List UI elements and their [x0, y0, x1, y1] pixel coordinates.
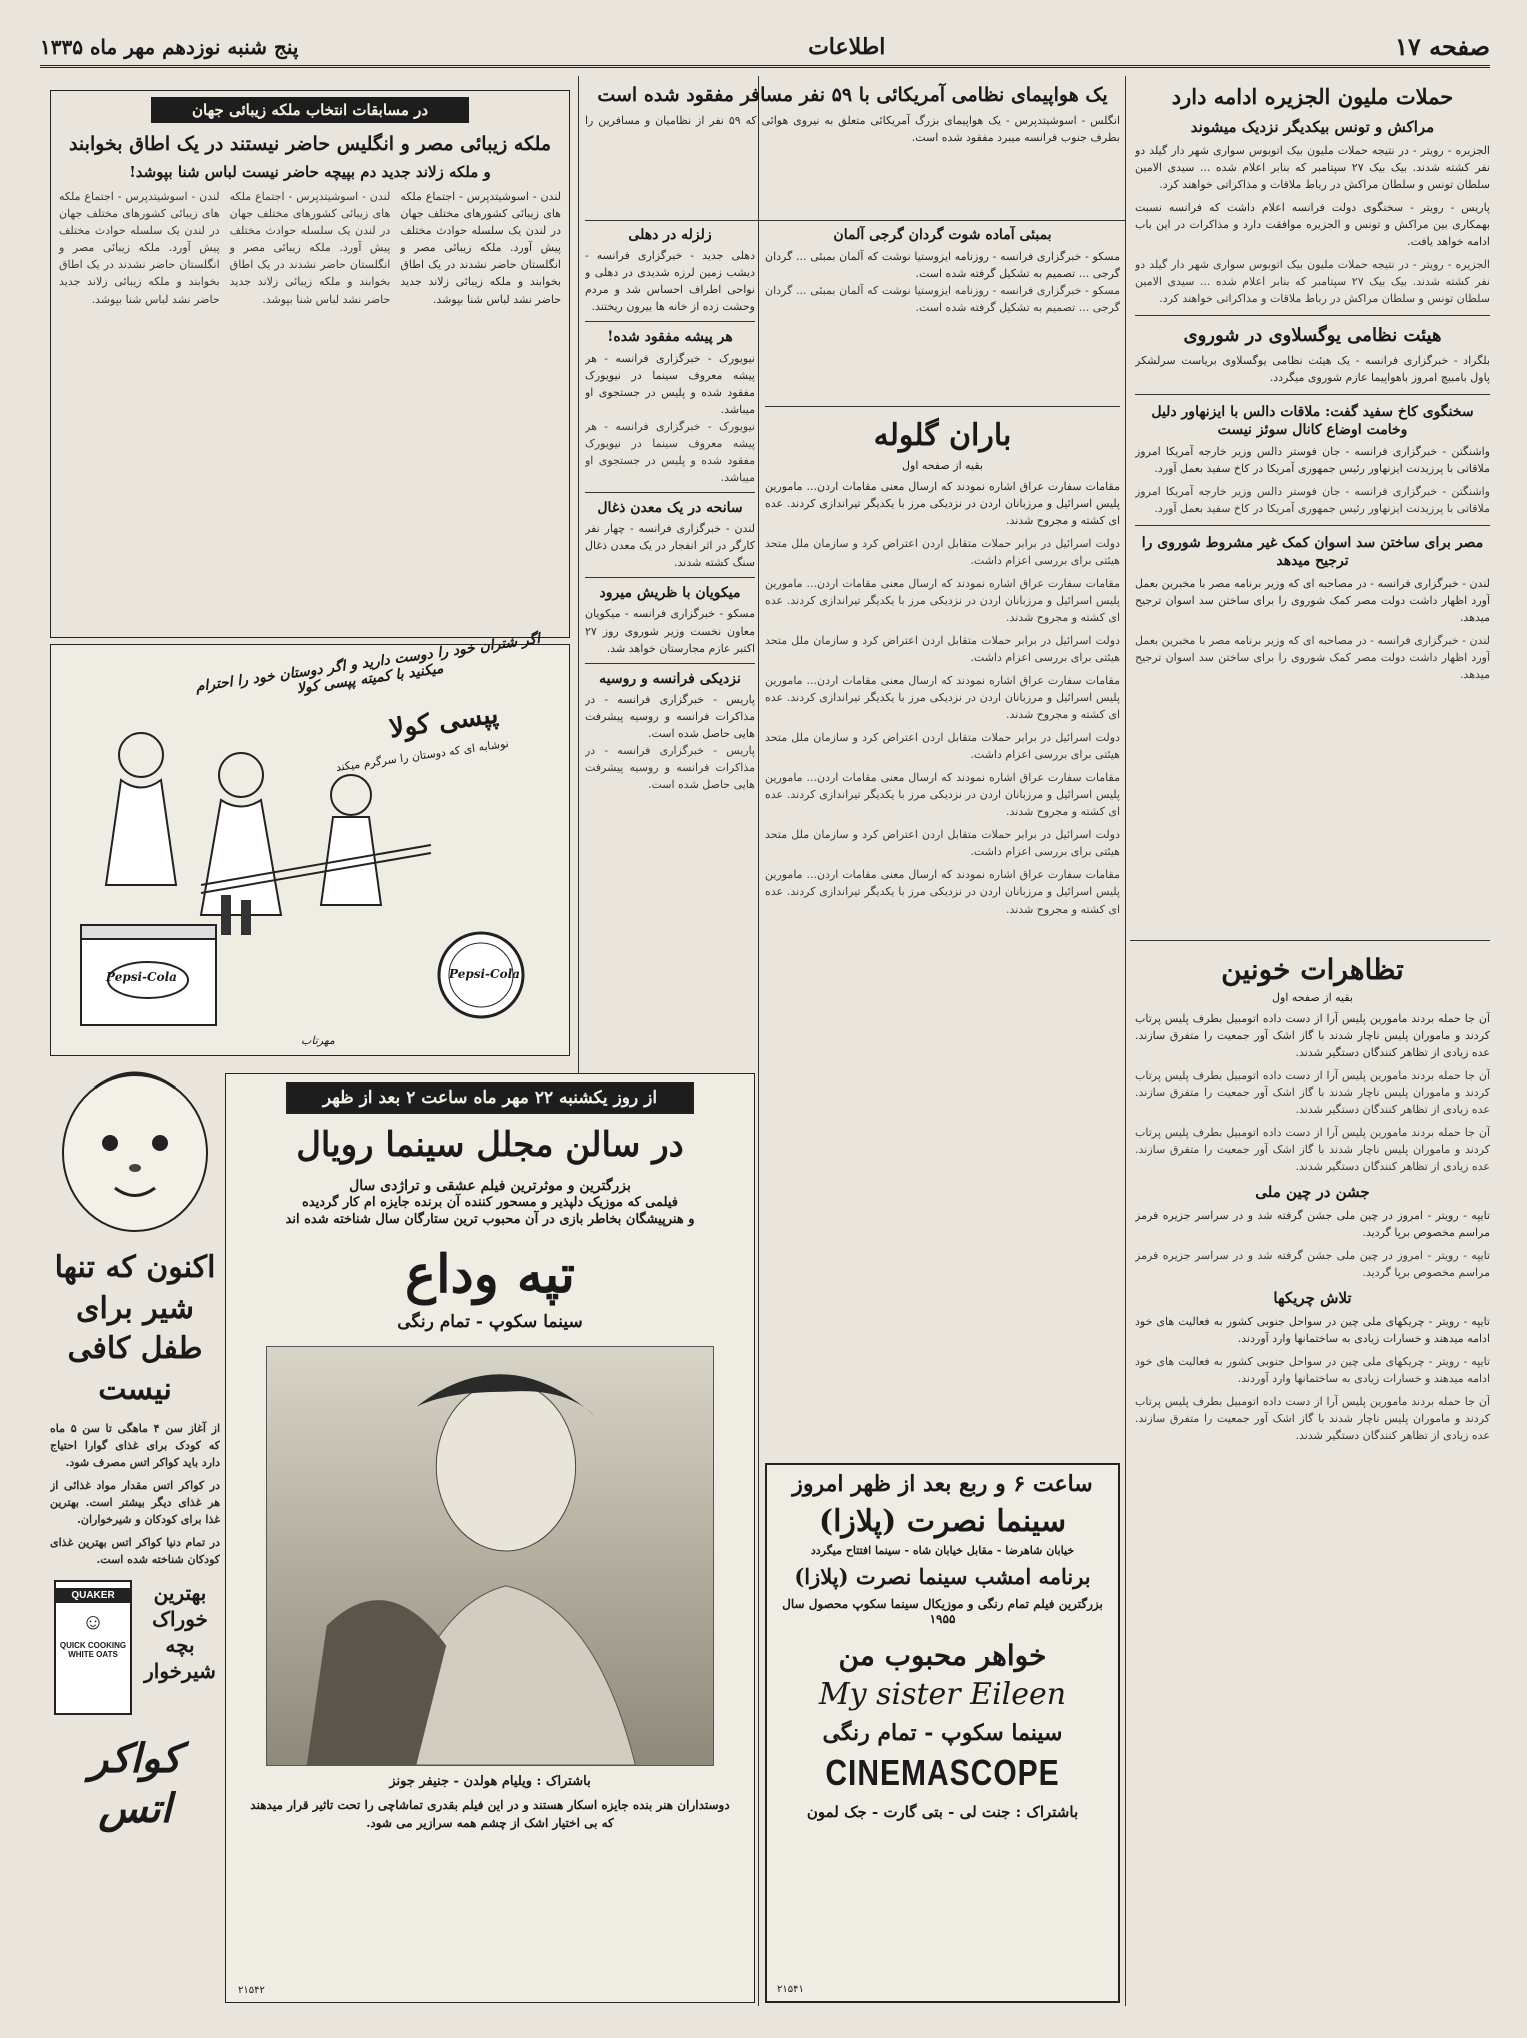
royal-showtime: از روز یکشنبه ۲۲ مهر ماه ساعت ۲ بعد از ظهر: [286, 1082, 694, 1114]
royal-footer: دوستداران هنر بنده جایزه اسکار هستند و در این فیلم بقدری تماشاچی را تحت تاثیر قرار میدهند که بی اختیار اشک از چشم همه سرازیر می شود.: [250, 1798, 730, 1831]
center-narrow-column: [585, 226, 755, 1076]
section-rule: [765, 406, 1120, 407]
article-body: انگلس - اسوشیتدپرس - یک هواپیمای بزرگ آمریکائی متعلق به نیروی هوائی که ۵۹ نفر از نظامیان و مسافرین را بطرف جنوب فرانسه میبرد مفقود شده است.: [585, 113, 1120, 144]
cap-label: Pepsi-Cola: [449, 967, 520, 981]
can-label: WHITE OATS: [68, 1650, 118, 1660]
royal-desc: بزرگترین و موثرترین فیلم عشقی و تراژدی سال: [349, 1177, 631, 1194]
cinema-plaza-ad: [765, 1463, 1120, 2003]
subhead-georgian-battalion: بمبئی آماده شوت گردان گرجی آلمان: [833, 227, 1052, 243]
article-body: تایپه - رویتر - امروز در چین ملی جشن گرفته شد و در سراسر جزیره فرمز مراسم مخصوص برپا گردید.: [1135, 1208, 1490, 1239]
article-body: تایپه - رویتر - امروز در چین ملی جشن گرفته شد و در سراسر جزیره فرمز مراسم مخصوص برپا گردید.: [1135, 1249, 1490, 1280]
georgian-battalion-article: [765, 226, 1120, 401]
pepsi-illustration: [51, 645, 571, 1057]
subhead-france-russia: نزدیکی فرانسه و روسیه: [599, 670, 741, 687]
issue-date: پنج شنبه نوزدهم مهر ماه ۱۳۳۵: [40, 34, 299, 59]
column-rule: [758, 76, 759, 2006]
can-label: QUAKER: [56, 1588, 130, 1603]
article-body: آن جا حمله بردند مامورین پلیس آرا از دست داده اتومبیل بطرف پلیس پرتاب کردند و ماموران پلیس ناچار شدند با گاز اشک آور جمعیت را متفرق سازند. عده زیادی از تظاهر کنندگان دستگیر شدند.: [1135, 1069, 1490, 1117]
article-body: پاریس - خبرگزاری فرانسه - در مذاکرات فرانسه و روسیه پیشرفت هایی حاصل شده است.: [585, 692, 755, 740]
royal-desc: و هنرپیشگان بخاطر بازی در آن محبوب ترین ستارگان سال شناخته شده اند: [285, 1211, 695, 1227]
paper-name: اطلاعات: [808, 33, 886, 60]
article-body: دولت اسرائیل در برابر حملات متقابل اردن اعتراض کرد و سازمان ملل متحد هیئتی برای بررسی اعزام داشت.: [765, 633, 1120, 664]
center-top-article: [585, 80, 1120, 220]
pepsi-slogan: اگر شتران خود را دوست دارید و اگر دوستان خود را احترام میکنید با کمیته پپسی کولا: [194, 630, 542, 698]
article-kicker: در مسابقات انتخاب ملکه زیبائی جهان: [151, 97, 469, 123]
article-body: پاریس - خبرگزاری فرانسه - در مذاکرات فرانسه و روسیه پیشرفت هایی حاصل شده است.: [585, 743, 755, 792]
subhead-actor-missing: هر پیشه مفقود شده!: [607, 329, 733, 346]
continued-note: بقیه از صفحه اول: [902, 458, 983, 472]
article-body: تایپه - رویتر - چریکهای ملی چین در سواحل جنوبی کشور به فعالیت های خود ادامه میدهند و خسارات زیادی به ساختمانها وارد آوردند.: [1135, 1314, 1490, 1345]
film-title-english: My sister Eileen: [818, 1676, 1067, 1712]
subhead-national-china: جشن در چین ملی: [1255, 1183, 1370, 1202]
article-body: مسکو - خبرگزاری فرانسه - روزنامه ایزوستیا نوشت که آلمان بمبئی ... گردان گرجی ... تصمیم به تشکیل گرفته شده است.: [765, 284, 1120, 315]
subhead-aswan-dam: مصر برای ساختن سد اسوان کمک غیر مشروط شوروی را ترجیح میدهد: [1141, 535, 1484, 570]
article-body: دهلی جدید - خبرگزاری فرانسه - دیشب زمین لرزه شدیدی در دهلی و نواحی اطراف احساس شد و مردم وحشت زده از خانه ها بیرون ریختند.: [585, 249, 755, 314]
article-body: دولت اسرائیل در برابر حملات متقابل اردن اعتراض کرد و سازمان ملل متحد هیئتی برای بررسی اعزام داشت.: [765, 536, 1120, 567]
plaza-address: خیابان شاهرضا - مقابل خیابان شاه - سینما افتتاح میگردد: [810, 1544, 1075, 1557]
plaza-program: برنامه امشب سینما نصرت (پلازا): [794, 1564, 1091, 1590]
quaker-body: در تمام دنیا کواکر اتس بهترین غذای کودکان شناخته شده است.: [50, 1536, 220, 1567]
subhead-morocco-tunisia: مراکش و تونس بیکدیگر نزدیک میشوند: [1190, 118, 1435, 137]
article-body: لندن - خبرگزاری فرانسه - در مصاحبه ای که وزیر برنامه مصر با مخبرین بعمل آورد اظهار داشت دولت مصر کمک شوروی را برای ساختن سد اسوان ترجیح میدهد.: [1135, 576, 1490, 624]
article-body: واشنگتن - خبرگزاری فرانسه - جان فوستر دالس وزیر خارجه آمریکا امروز ملاقاتی با پرزیدنت ایزنهاور رئیس جمهوری آمریکا در کاخ سفید بعمل آورد.: [1135, 445, 1490, 476]
plaza-venue: سینما نصرت (پلازا): [818, 1503, 1067, 1539]
subhead-dulles-eisenhower: سخنگوی کاخ سفید گفت: ملاقات دالس با ایزنهاور دلیل وخامت اوضاع کانال سوئز نیست: [1151, 403, 1474, 438]
quaker-body: در کواکر اتس مقدار مواد غذائی از هر غذای دیگر بیشتر است. بهترین غذا برای کودکان و شیرخواران.: [50, 1479, 220, 1527]
film-title-farewell-hill: تپه وداع: [405, 1244, 575, 1306]
section-rule: [585, 220, 1125, 221]
article-body: لندن - خبرگزاری فرانسه - چهار نفر کارگر در اثر انفجار در یک معدن ذغال سنگ کشته شدند.: [585, 522, 755, 570]
article-body: مسکو - خبرگزاری فرانسه - میکویان معاون نخست وزیر شوروی روز ۲۷ اکتبر عازم مجارستان خواهد شد.: [585, 607, 755, 655]
artist-signature: مهرتاب: [301, 1034, 335, 1047]
article-body: نیویورک - خبرگزاری فرانسه - هر پیشه معروف سینما در نیویورک مفقود شده و پلیس در جستجوی او میباشد.: [585, 419, 755, 484]
article-body: الجزیره - رویتر - در نتیجه حملات ملیون بیک اتوبوس سواری شهر دار گیلد دو نفر کشته شدند. بیک بیک ۲۷ سپتامبر که بنابر اعلام شده ... سیدی الامین سلطان تونس و سلطان مراکش در رباط ملاقات و مذاکراتی خواهند کرد.: [1135, 143, 1490, 191]
plaza-time: ساعت ۶ و ربع بعد از ظهر امروز: [792, 1471, 1093, 1497]
cinema-royal-ad: [225, 1073, 755, 2003]
article-body: مقامات سفارت عراق اشاره نمودند که ارسال معنی مقامات اردن... مامورین پلیس اسرائیل و مرزبانان اردن در نزدیکی مرز با یکدیگر تیراندازی کردند. عده ای کشته و مجروح شدند.: [765, 673, 1120, 722]
plaza-desc: بزرگترین فیلم تمام رنگی و موزیکال سینما سکوپ محصول سال ۱۹۵۵: [782, 1596, 1103, 1627]
cinemascope-logo: CINEMASCOPE: [825, 1753, 1060, 1794]
masthead: [40, 28, 1490, 68]
article-body: دولت اسرائیل در برابر حملات متقابل اردن اعتراض کرد و سازمان ملل متحد هیئتی برای بررسی اعزام داشت.: [765, 828, 1120, 859]
quaker-headline: اکنون که تنها شیر برای طفل کافی نیست: [54, 1250, 216, 1407]
subhead-new-zealand-queen: و ملکه زلاند جدید دم بپیچه حاضر نیست لباس شنا بپوشد!: [129, 162, 491, 181]
ad-ref: ۲۱۵۴۲: [238, 1985, 265, 1996]
pepsi-brand: پپسی کولا: [387, 699, 501, 745]
subhead-yugoslav-mission: هیئت نظامی یوگسلاوی در شوروی: [1183, 325, 1442, 347]
film-title-my-sister: خواهر محبوب من: [838, 1638, 1047, 1672]
page-number: صفحه ۱۷: [1394, 32, 1490, 61]
subhead-guerrillas: تلاش چریکها: [1273, 1289, 1352, 1308]
article-body: واشنگتن - خبرگزاری فرانسه - جان فوستر دالس وزیر خارجه آمریکا امروز ملاقاتی با پرزیدنت ایزنهاور رئیس جمهوری آمریکا در کاخ سفید بعمل آورد.: [1135, 485, 1490, 516]
pepsi-ad: [50, 630, 570, 1056]
article-body: الجزیره - رویتر - در نتیجه حملات ملیون بیک اتوبوس سواری شهر دار گیلد دو نفر کشته شدند. بیک بیک ۲۷ سپتامبر که بنابر اعلام شده ... سیدی الامین سلطان تونس و سلطان مراکش در رباط ملاقات و مذاکراتی خواهند کرد.: [1135, 258, 1490, 306]
column-rule: [1125, 76, 1126, 2006]
bullet-rain-article: [765, 413, 1120, 1453]
royal-venue: در سالن مجلل سینما رویال: [296, 1125, 684, 1165]
quaker-body: از آغاز سن ۴ ماهگی تا سن ۵ ماه که کودک برای غذای گوارا احتیاج دارد باید کواکر اتس مصرف شود.: [50, 1422, 220, 1470]
section-rule: [1130, 940, 1490, 941]
headline-bullet-rain: باران گلوله: [873, 418, 1012, 453]
can-label: QUICK COOKING: [59, 1641, 127, 1651]
newspaper-page: [40, 28, 1490, 2013]
royal-cast: باشتراک : ویلیام هولدن - جنیفر جونز: [389, 1773, 591, 1789]
article-body: مسکو - خبرگزاری فرانسه - روزنامه ایزوستیا نوشت که آلمان بمبئی ... گردان گرجی ... تصمیم به تشکیل گرفته شده است.: [765, 250, 1120, 281]
quaker-can: [54, 1580, 132, 1715]
subhead-coal-mine: سانحه در یک معدن ذغال: [597, 499, 743, 516]
quaker-oats-ad: [50, 1058, 220, 2003]
film-still-photo: [266, 1346, 714, 1766]
article-body: لندن - اسوشیتدپرس - اجتماع ملکه های زیبائی کشورهای مختلف جهان در لندن یک سلسله حوادث مختلف پیش آورد. ملکه زیبائی مصر و انگلستان حاضر نشدند در یک اطاق بخوابند و ملکه زیبائی زلاند جدید حاضر نشد لباس شنا بپوشد.: [400, 190, 561, 306]
article-body: مقامات سفارت عراق اشاره نمودند که ارسال معنی مقامات اردن... مامورین پلیس اسرائیل و مرزبانان اردن در نزدیکی مرز با یکدیگر تیراندازی کردند. عده ای کشته و مجروح شدند.: [765, 771, 1120, 819]
subhead-mikoyan: میکویان با ظریش میرود: [599, 585, 741, 602]
quaker-slogan: بهترین خوراک بچه شیرخوار: [144, 1581, 216, 1684]
plaza-format: سینما سکوپ - تمام رنگی: [822, 1719, 1063, 1746]
article-body: آن جا حمله بردند مامورین پلیس آرا از دست داده اتومبیل بطرف پلیس پرتاب کردند و ماموران پلیس ناچار شدند با گاز اشک آور جمعیت را متفرق سازند. عده زیادی از تظاهر کنندگان دستگیر شدند.: [1135, 1394, 1490, 1442]
cooler-label: Pepsi-Cola: [106, 970, 177, 984]
baby-face-illustration: [55, 1058, 215, 1238]
article-body: دولت اسرائیل در برابر حملات متقابل اردن اعتراض کرد و سازمان ملل متحد هیئتی برای بررسی اعزام داشت.: [765, 731, 1120, 762]
quaker-man-icon: ☺: [81, 1609, 105, 1635]
right-column-bottom: [1135, 948, 1490, 2003]
royal-desc: فیلمی که موزیک دلپذیر و مسحور کننده آن برنده جایزه ام کار گردیده: [302, 1194, 678, 1210]
plaza-cast: باشتراک : جنت لی - بتی گارت - جک لمون: [806, 1803, 1079, 1822]
subhead-earthquake: زلزله در دهلی: [628, 227, 712, 243]
article-body: لندن - خبرگزاری فرانسه - در مصاحبه ای که وزیر برنامه مصر با مخبرین بعمل آورد اظهار داشت دولت مصر کمک شوروی را برای ساختن سد اسوان ترجیح میدهد.: [1135, 633, 1490, 681]
article-body: بلگراد - خبرگزاری فرانسه - یک هیئت نظامی یوگسلاوی بریاست سرلشکر پاول بامبیچ امروز باهواپیما عازم شوروی میگردد.: [1135, 353, 1490, 384]
article-body: پاریس - رویتر - سخنگوی دولت فرانسه اعلام داشت که فرانسه نسبت بهمکاری بین مراکش و تونس و الجزیره موافقت دارد و مذاکرات در این باب ادامه خواهد یافت.: [1135, 200, 1490, 248]
headline-beauty-queens: ملکه زیبائی مصر و انگلیس حاضر نیستند در یک اطاق بخوابند: [68, 133, 552, 155]
headline-bloody-demonstrations: تظاهرات خونین: [1221, 953, 1404, 986]
article-body: مقامات سفارت عراق اشاره نمودند که ارسال معنی مقامات اردن... مامورین پلیس اسرائیل و مرزبانان اردن در نزدیکی مرز با یکدیگر تیراندازی کردند. عده ای کشته و مجروح شدند.: [765, 576, 1120, 624]
quaker-brand: کواکر اتس: [89, 1735, 181, 1833]
pepsi-tagline: نوشابه ای که دوستان را سرگرم میکند: [334, 736, 510, 775]
royal-format: سینما سکوپ - تمام رنگی: [397, 1312, 583, 1333]
article-body: لندن - اسوشیتدپرس - اجتماع ملکه های زیبائی کشورهای مختلف جهان در لندن یک سلسله حوادث مختلف پیش آورد. ملکه زیبائی مصر و انگلستان حاضر نشدند در یک اطاق بخوابند و ملکه زیبائی زلاند جدید حاضر نشد لباس شنا بپوشد.: [229, 190, 391, 306]
article-body: نیویورک - خبرگزاری فرانسه - هر پیشه معروف سینما در نیویورک مفقود شده و پلیس در جستجوی او میباشد.: [585, 351, 755, 416]
article-body: تایپه - رویتر - چریکهای ملی چین در سواحل جنوبی کشور به فعالیت های خود ادامه میدهند و خسارات زیادی به ساختمانها وارد آوردند.: [1135, 1354, 1490, 1385]
continued-note: بقیه از صفحه اول: [1272, 991, 1353, 1004]
article-body: مقامات سفارت عراق اشاره نمودند که ارسال معنی مقامات اردن... مامورین پلیس اسرائیل و مرزبانان اردن در نزدیکی مرز با یکدیگر تیراندازی کردند. عده ای کشته و مجروح شدند.: [765, 479, 1120, 527]
article-body: آن جا حمله بردند مامورین پلیس آرا از دست داده اتومبیل بطرف پلیس پرتاب کردند و ماموران پلیس ناچار شدند با گاز اشک آور جمعیت را متفرق سازند. عده زیادی از تظاهر کنندگان دستگیر شدند.: [1135, 1012, 1490, 1060]
article-body: مقامات سفارت عراق اشاره نمودند که ارسال معنی مقامات اردن... مامورین پلیس اسرائیل و مرزبانان اردن در نزدیکی مرز با یکدیگر تیراندازی کردند. عده ای کشته و مجروح شدند.: [765, 868, 1120, 916]
headline-missing-plane: یک هواپیمای نظامی آمریکائی با ۵۹ نفر مسافر مفقود شده است: [597, 84, 1108, 106]
headline-algeria: حملات ملیون الجزیره ادامه دارد: [1171, 84, 1454, 109]
column-rule: [578, 76, 579, 1076]
right-column-top: [1135, 80, 1490, 935]
beauty-queen-article: [50, 90, 570, 638]
article-body: آن جا حمله بردند مامورین پلیس آرا از دست داده اتومبیل بطرف پلیس پرتاب کردند و ماموران پلیس ناچار شدند با گاز اشک آور جمعیت را متفرق سازند. عده زیادی از تظاهر کنندگان دستگیر شدند.: [1135, 1126, 1490, 1174]
ad-ref: ۲۱۵۴۱: [777, 1984, 804, 1995]
article-body: لندن - اسوشیتدپرس - اجتماع ملکه های زیبائی کشورهای مختلف جهان در لندن یک سلسله حوادث مختلف پیش آورد. ملکه زیبائی مصر و انگلستان حاضر نشدند در یک اطاق بخوابند و ملکه زیبائی زلاند جدید حاضر نشد لباس شنا بپوشد.: [58, 190, 220, 306]
